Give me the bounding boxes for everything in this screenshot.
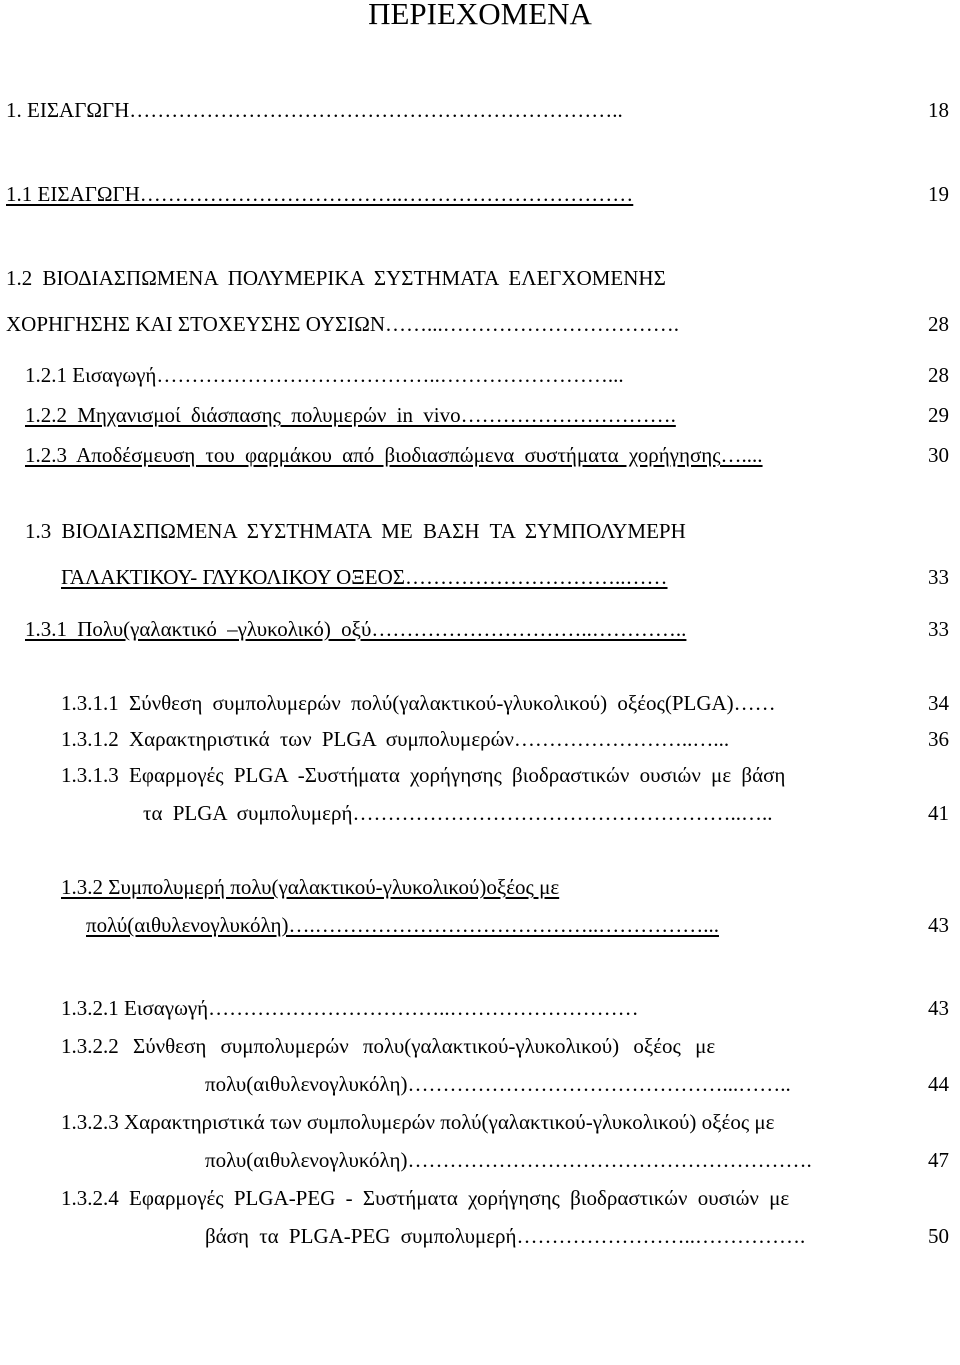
toc-label: 1.3.2 Συμπολυμερή πολυ(γαλακτικού-γλυκολικού)οξέος με [61, 875, 560, 899]
toc-entry-continued[interactable] [205, 1223, 949, 1249]
toc-label: 1.3.1.2 Χαρακτηριστικά των PLGA συμπολυμερών……………………..…... [61, 727, 730, 751]
toc-entry[interactable] [25, 362, 949, 388]
toc-label: 1.3.2.1 Εισαγωγή……………………………..……………………… [61, 996, 639, 1020]
toc-label: 1.3.2.2 Σύνθεση συμπολυμερών πολυ(γαλακτικού-γλυκολικού) οξέος με [61, 1034, 716, 1058]
toc-entry[interactable] [25, 442, 949, 468]
toc-page-number: 44 [928, 1072, 949, 1096]
toc-page-number: 28 [928, 363, 949, 387]
toc-entry[interactable] [25, 616, 949, 642]
toc-page-number: 29 [928, 403, 949, 427]
toc-entry[interactable] [61, 726, 949, 752]
toc-label: 1.1 ΕΙΣΑΓΩΓΗ………………………………..…………………………… [6, 182, 634, 206]
toc-page-number: 19 [928, 182, 949, 206]
toc-page-number: 43 [928, 913, 949, 937]
toc-entry[interactable] [6, 97, 949, 123]
toc-label: 1.3.1.1 Σύνθεση συμπολυμερών πολύ(γαλακτικού-γλυκολικού) οξέος(PLGA)…… [61, 691, 776, 715]
toc-page-number: 18 [928, 98, 949, 122]
toc-page-number: 36 [928, 727, 949, 751]
toc-entry-continued[interactable] [6, 311, 949, 337]
toc-entry[interactable] [61, 762, 785, 788]
toc-entry[interactable] [61, 874, 559, 900]
toc-entry-continued[interactable] [86, 912, 949, 938]
toc-entry[interactable] [6, 181, 949, 207]
toc-label: ΧΟΡΗΓΗΣΗΣ ΚΑΙ ΣΤΟΧΕΥΣΗΣ ΟΥΣΙΩΝ……...……………………………. [6, 312, 680, 336]
toc-entry[interactable] [61, 690, 949, 716]
toc-entry[interactable] [25, 402, 949, 428]
toc-page-number: 41 [928, 801, 949, 825]
toc-label: 1.2.2 Μηχανισμοί διάσπασης πολυμερών in vivo…………………………. [25, 403, 676, 427]
toc-label: 1.3.1.3 Εφαρμογές PLGA -Συστήματα χορήγησης βιοδραστικών ουσιών με βάση [61, 763, 786, 787]
toc-label: πολυ(αιθυλενογλυκόλη)………………………………………...…….. [205, 1072, 791, 1096]
toc-page-number: 43 [928, 996, 949, 1020]
toc-entry[interactable] [61, 1033, 715, 1059]
toc-label: τα PLGA συμπολυμερή………………………………………………..….. [143, 801, 773, 825]
toc-entry[interactable] [61, 1185, 789, 1211]
toc-entry-continued[interactable] [61, 564, 949, 590]
toc-page-number: 30 [928, 443, 949, 467]
toc-entry[interactable] [61, 1109, 774, 1135]
page-title: ΠΕΡΙΕΧΟΜΕΝΑ [368, 0, 592, 31]
toc-label: πολύ(αιθυλενογλυκόλη)….…………………………………..……………... [86, 913, 719, 937]
toc-label: 1.3.2.3 Χαρακτηριστικά των συμπολυμερών πολύ(γαλακτικού-γλυκολικού) οξέος με [61, 1110, 775, 1134]
toc-entry-continued[interactable] [205, 1071, 949, 1097]
toc-label: βάση τα PLGA-PEG συμπολυμερή……………………..……………. [205, 1224, 806, 1248]
toc-label: 1.2 ΒΙΟΔΙΑΣΠΩΜΕΝΑ ΠΟΛΥΜΕΡΙΚΑ ΣΥΣΤΗΜΑΤΑ ΕΛΕΓΧΟΜΕΝΗΣ [6, 266, 666, 290]
toc-label: πολυ(αιθυλενογλυκόλη)…………………………………………………. [205, 1148, 812, 1172]
toc-label: 1.3 ΒΙΟΔΙΑΣΠΩΜΕΝΑ ΣΥΣΤΗΜΑΤΑ ΜΕ ΒΑΣΗ ΤΑ ΣΥΜΠΟΛΥΜΕΡΗ [25, 519, 686, 543]
toc-page-number: 33 [928, 565, 949, 589]
toc-page-number: 33 [928, 617, 949, 641]
toc-page-number: 34 [928, 691, 949, 715]
toc-label: 1.3.1 Πολυ(γαλακτικό –γλυκολικό) οξύ…………………………..………….. [25, 617, 687, 641]
toc-page-number: 28 [928, 312, 949, 336]
toc-label: 1.2.3 Αποδέσμευση του φαρμάκου από βιοδιασπώμενα συστήματα χορήγησης….... [25, 443, 763, 467]
toc-entry[interactable] [61, 995, 949, 1021]
toc-entry-continued[interactable] [143, 800, 949, 826]
toc-entry-continued[interactable] [205, 1147, 949, 1173]
toc-page-number: 50 [928, 1224, 949, 1248]
toc-label: 1.3.2.4 Εφαρμογές PLGA-PEG - Συστήματα χορήγησης βιοδραστικών ουσιών με [61, 1186, 790, 1210]
toc-label: 1.2.1 Εισαγωγή…………………………………..……………………... [25, 363, 624, 387]
toc-entry[interactable] [6, 265, 666, 291]
toc-label: 1. ΕΙΣΑΓΩΓΗ…………………………………………………………….. [6, 98, 623, 122]
toc-entry[interactable] [25, 518, 686, 544]
toc-label: ΓΑΛΑΚΤΙΚΟΥ- ΓΛΥΚΟΛΙΚΟΥ ΟΞΕΟΣ…………………………..…… [61, 565, 668, 589]
toc-page-number: 47 [928, 1148, 949, 1172]
